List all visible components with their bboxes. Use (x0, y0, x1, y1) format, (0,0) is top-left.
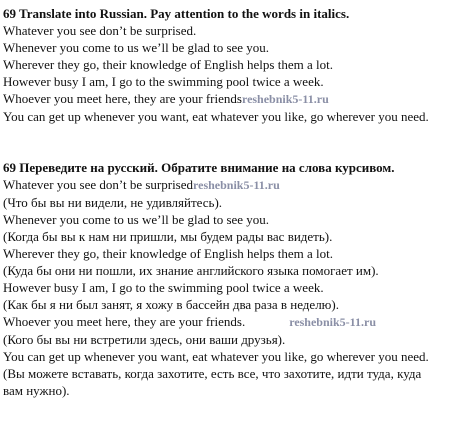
sentence-line: Wherever they go, their knowledge of English helps them a lot. (3, 246, 333, 261)
translation-line: (Как бы я ни был занят, я хожу в бассейн два раза в неделю). (3, 297, 339, 312)
watermark-text: reshebnik5-11.ru (241, 92, 329, 106)
sentence-line: Wherever they go, their knowledge of English helps them a lot. (3, 57, 333, 72)
exercise-heading-russian: 69 Переведите на русский. Обратите внимание на слова курсивом. (3, 160, 395, 175)
translation-line: (Кого бы вы ни встретили здесь, они ваши друзья). (3, 332, 286, 347)
sentence-line-with-watermark (3, 176, 465, 194)
sentence-text: Whoever you meet here, they are your friends (3, 91, 242, 106)
exercise-heading-english: 69 Translate into Russian. Pay attention to the words in italics. (3, 6, 350, 21)
sentence-line: However busy I am, I go to the swimming pool twice a week. (3, 280, 324, 295)
translation-line: вам нужно). (3, 383, 70, 398)
sentence-line-with-watermark (3, 313, 465, 331)
sentence-line: You can get up whenever you want, eat whatever you like, go wherever you need. (3, 349, 429, 364)
sentence-line-with-watermark (3, 90, 465, 108)
sentence-text: Whatever you see don’t be surprised (3, 177, 194, 192)
translation-line: (Куда бы они ни пошли, их знание английского языка помогает им). (3, 263, 379, 278)
sentence-line: Whatever you see don’t be surprised. (3, 23, 197, 38)
translation-line: (Когда бы вы к нам ни пришли, мы будем рады вас видеть). (3, 229, 333, 244)
document-page (3, 5, 465, 399)
sentence-line: Whenever you come to us we’ll be glad to see you. (3, 212, 270, 227)
translation-line: (Вы можете вставать, когда захотите, есть все, что захотите, идти туда, куда (3, 366, 422, 381)
sentence-text: Whoever you meet here, they are your friends. (3, 314, 246, 329)
sentence-line: Whenever you come to us we’ll be glad to see you. (3, 40, 270, 55)
sentence-line: However busy I am, I go to the swimming pool twice a week. (3, 74, 324, 89)
watermark-text: reshebnik5-11.ru (193, 178, 280, 192)
watermark-text: reshebnik5-11.ru (289, 315, 376, 329)
translation-line: (Что бы вы ни видели, не удивляйтесь). (3, 195, 223, 210)
sentence-line: You can get up whenever you want, eat whatever you like, go wherever you need. (3, 109, 429, 124)
section-gap (3, 125, 465, 159)
